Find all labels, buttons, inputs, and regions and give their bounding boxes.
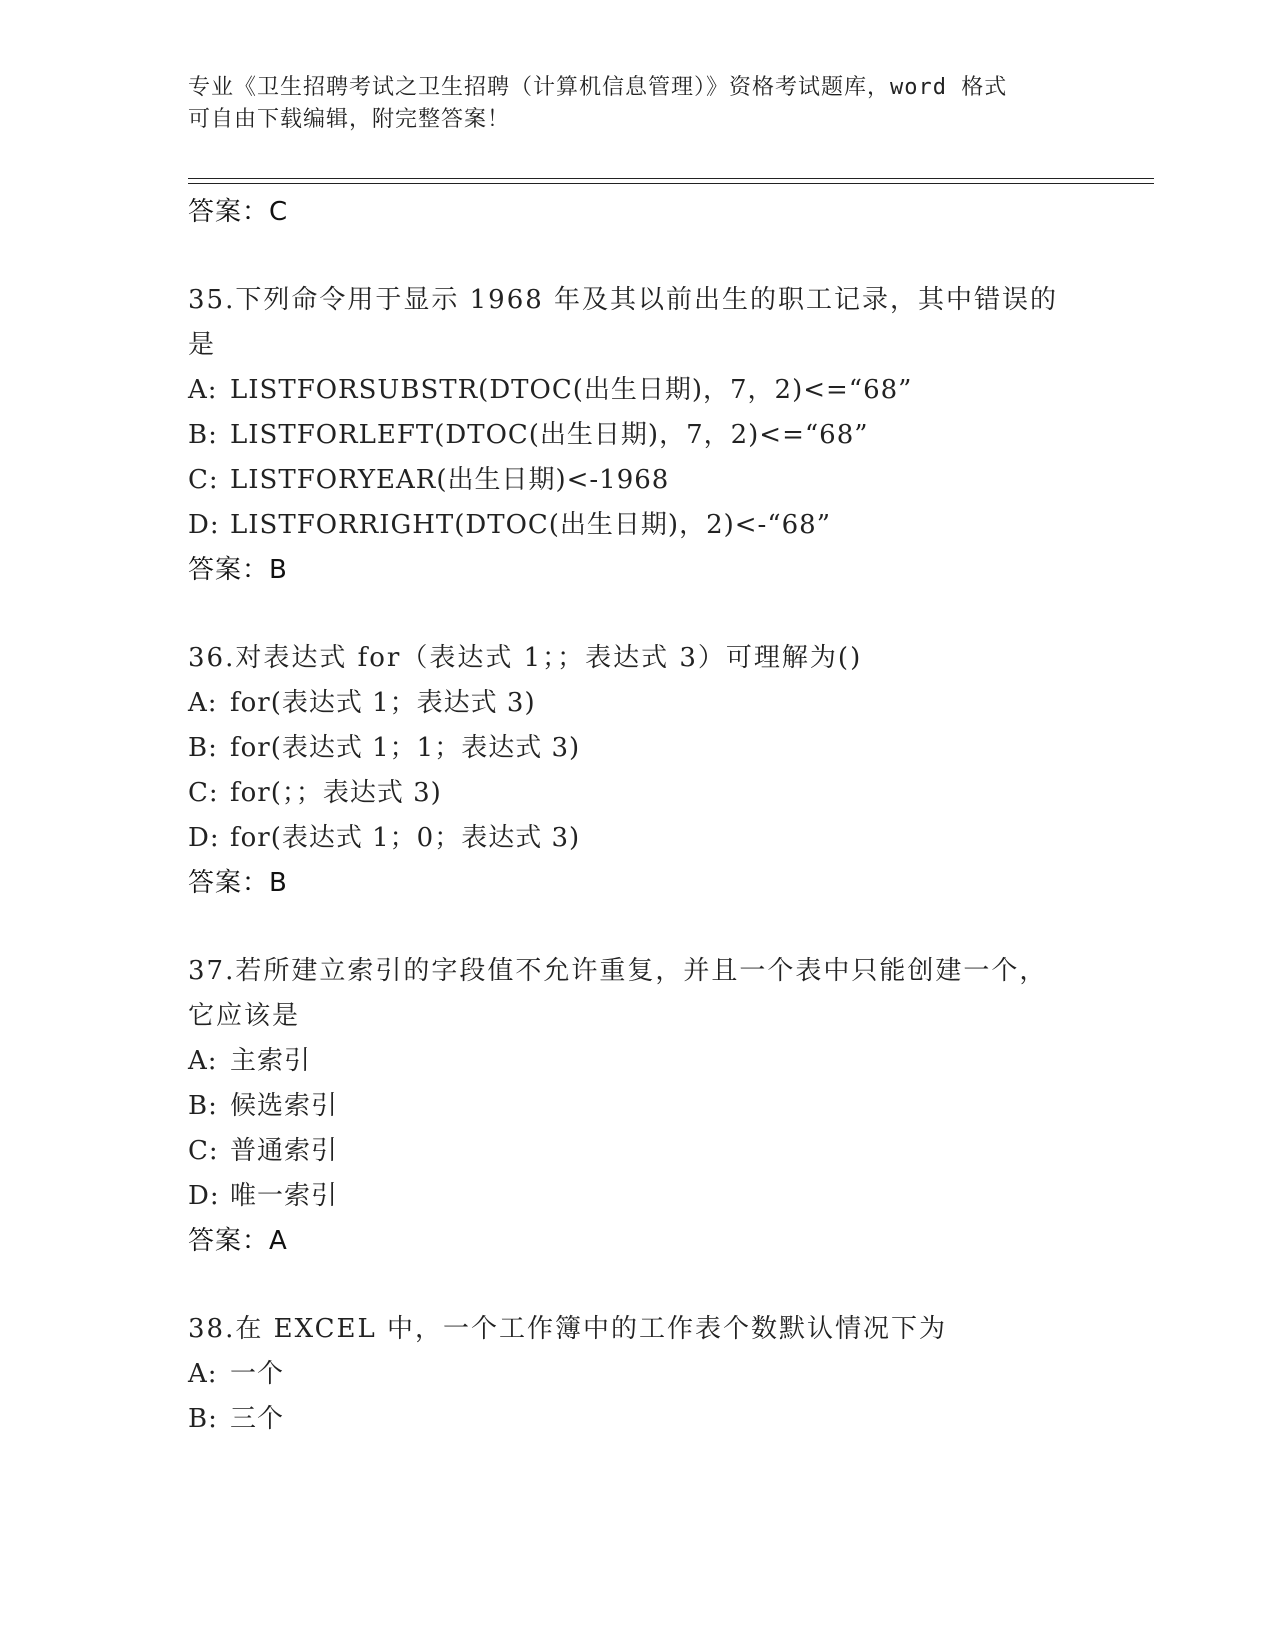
option-text: 主索引 xyxy=(230,1046,312,1076)
option-text: for(表达式 1；0；表达式 3) xyxy=(230,823,581,853)
option-text: for(；；表达式 3) xyxy=(230,778,442,808)
option-a xyxy=(188,681,1108,726)
header-line-1: 专业《卫生招聘考试之卫生招聘（计算机信息管理）》资格考试题库，word 格式 xyxy=(188,75,1008,100)
document-header xyxy=(188,72,1068,136)
option-text: 一个 xyxy=(230,1359,285,1389)
question-stem-line-1: 36.对表达式 for（表达式 1；；表达式 3）可理解为() xyxy=(188,643,863,673)
question-stem-line-1: 35.下列命令用于显示 1968 年及其以前出生的职工记录，其中错误的 xyxy=(188,285,1059,315)
option-a xyxy=(188,1352,1108,1397)
option-label: B: xyxy=(188,1091,218,1121)
previous-answer: 答案：C xyxy=(188,197,289,227)
option-label: C: xyxy=(188,465,219,495)
option-d xyxy=(188,816,1108,861)
option-b xyxy=(188,1084,1108,1129)
option-label: A: xyxy=(188,688,218,718)
question-stem-line-1: 38.在 EXCEL 中，一个工作簿中的工作表个数默认情况下为 xyxy=(188,1314,948,1344)
question-stem xyxy=(188,278,1108,368)
option-text: LISTFORRIGHT(DTOC(出生日期)，2)<-“68” xyxy=(230,510,832,540)
answer-line: 答案：B xyxy=(188,555,288,585)
option-c xyxy=(188,771,1108,816)
option-a xyxy=(188,1039,1108,1084)
option-label: D: xyxy=(188,823,220,853)
option-label: A: xyxy=(188,1046,218,1076)
option-text: for(表达式 1；1；表达式 3) xyxy=(230,733,581,763)
question-list xyxy=(188,188,1108,1442)
option-text: 三个 xyxy=(230,1404,285,1434)
option-c xyxy=(188,458,1108,503)
option-text: 普通索引 xyxy=(230,1136,339,1166)
option-b xyxy=(188,413,1108,458)
question-stem-line-2: 它应该是 xyxy=(188,1001,301,1031)
question-stem xyxy=(188,636,1108,681)
question-stem-line-2: 是 xyxy=(188,330,217,360)
option-label: B: xyxy=(188,420,218,450)
option-label: C: xyxy=(188,1136,219,1166)
option-text: 候选索引 xyxy=(230,1091,339,1121)
option-d xyxy=(188,503,1108,548)
option-text: LISTFORLEFT(DTOC(出生日期)，7，2)<=“68” xyxy=(230,420,869,450)
option-label: A: xyxy=(188,375,218,405)
question-37 xyxy=(188,949,1108,1264)
option-text: for(表达式 1；表达式 3) xyxy=(230,688,536,718)
header-divider-top xyxy=(188,178,1154,179)
option-label: B: xyxy=(188,1404,218,1434)
option-a xyxy=(188,368,1108,413)
header-line-2: 可自由下载编辑，附完整答案！ xyxy=(188,107,511,132)
question-35 xyxy=(188,278,1108,593)
header-divider-bottom xyxy=(188,183,1154,184)
option-text: 唯一索引 xyxy=(230,1181,339,1211)
question-36 xyxy=(188,636,1108,906)
question-38 xyxy=(188,1307,1108,1442)
option-b xyxy=(188,726,1108,771)
option-d xyxy=(188,1174,1108,1219)
option-label: C: xyxy=(188,778,219,808)
question-stem xyxy=(188,1307,1108,1352)
question-stem-line-1: 37.若所建立索引的字段值不允许重复，并且一个表中只能创建一个， xyxy=(188,956,1048,986)
answer-line: 答案：A xyxy=(188,1226,288,1256)
option-text: LISTFORYEAR(出生日期)<-1968 xyxy=(230,465,670,495)
option-label: B: xyxy=(188,733,218,763)
option-label: D: xyxy=(188,1181,220,1211)
option-text: LISTFORSUBSTR(DTOC(出生日期)，7，2)<=“68” xyxy=(230,375,913,405)
answer-line: 答案：B xyxy=(188,868,288,898)
question-stem xyxy=(188,949,1108,1039)
option-b xyxy=(188,1397,1108,1442)
option-c xyxy=(188,1129,1108,1174)
option-label: D: xyxy=(188,510,220,540)
option-label: A: xyxy=(188,1359,218,1389)
